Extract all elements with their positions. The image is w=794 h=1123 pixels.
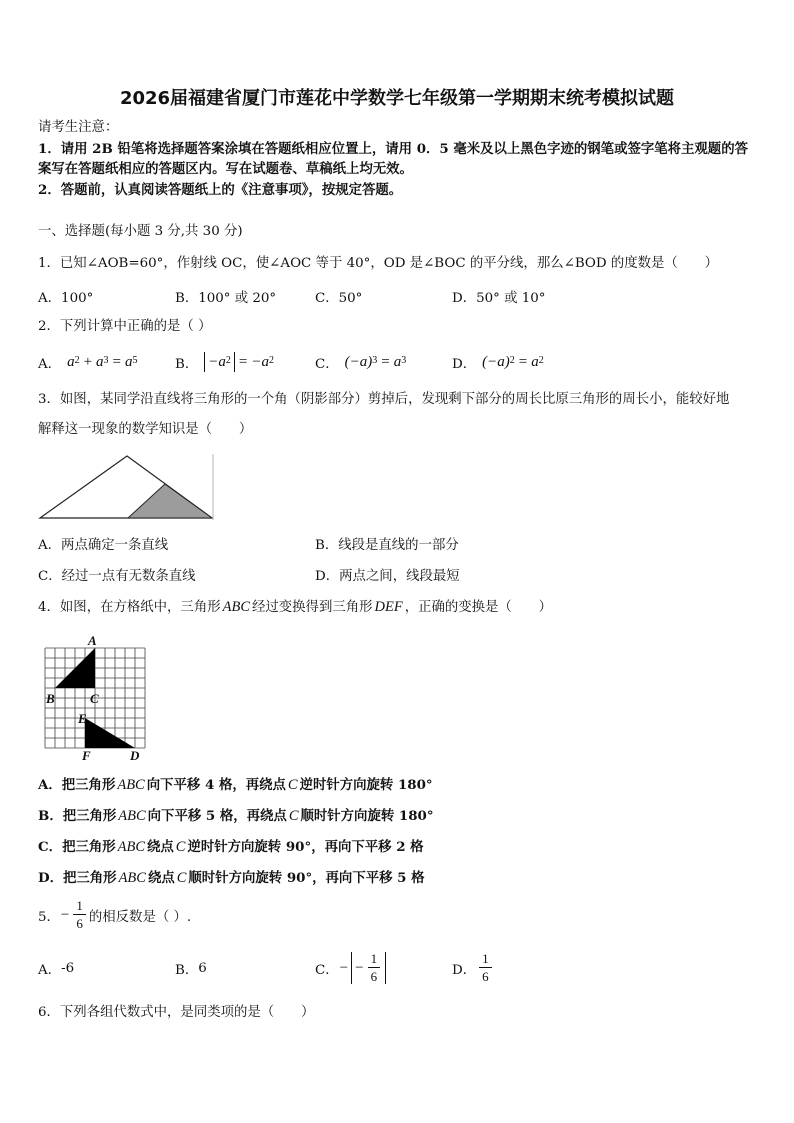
triangle-def [85, 718, 135, 748]
notice-item-2: 2．答题前，认真阅读答题纸上的《注意事项》，按规定答题。 [38, 182, 403, 198]
option-label: D． [452, 962, 477, 978]
math-term: (−a) [344, 354, 373, 370]
q5-option-d [452, 950, 495, 986]
triangle-name: ABC [117, 777, 145, 793]
math-expression: −a $^2$ = −a $^2$ [204, 352, 274, 372]
triangle-name: ABC [118, 808, 146, 824]
math-term: a [393, 354, 402, 370]
fraction-denominator: 6 [370, 969, 378, 984]
vertex-label-c: C [90, 691, 99, 706]
math-term: a [125, 354, 133, 370]
q4-option-c [38, 839, 424, 855]
option-text: 顺时针方向旋转 90°，再向下平移 5 格 [188, 870, 425, 886]
q1-option-c: C．50° [315, 290, 363, 306]
triangle-name: DEF [374, 599, 403, 615]
q2-option-b [175, 351, 274, 373]
option-label: B． [175, 356, 199, 372]
q4-stem [38, 599, 552, 616]
option-text: 把三角形 [63, 870, 117, 886]
q1-options [0, 288, 794, 304]
math-expression: a $^2$ + a $^3$ = a $^5$ [67, 354, 138, 370]
q5-option-b [175, 950, 207, 986]
option-label: C． [315, 962, 339, 978]
option-text: 逆时针方向旋转 90°，再向下平移 2 格 [187, 839, 424, 855]
q5-option-c [315, 950, 386, 986]
option-label: A． [38, 777, 62, 793]
q3-option-b: B．线段是直线的一部分 [315, 538, 459, 553]
q4-grid-figure [38, 634, 150, 764]
notice-item-1: 1．请用 2B 铅笔将选择题答案涂填在答题纸相应位置上，请用 0．5 毫米及以上黑色字迹的钢笔或签字笔将主观题的答 [38, 141, 748, 157]
q3-stem-continued: 解释这一现象的数学知识是（ ） [38, 422, 253, 437]
option-text: 逆时针方向旋转 180° [299, 777, 433, 793]
q3-option-d: D．两点之间，线段最短 [315, 569, 460, 584]
math-term: (−a) [482, 354, 510, 370]
option-text: 把三角形 [62, 808, 117, 824]
math-operator: + [83, 354, 93, 370]
q3-option-a: A．两点确定一条直线 [38, 538, 169, 553]
math-operator: = [381, 354, 390, 370]
math-operator: = [518, 354, 528, 370]
option-text: 顺时针方向旋转 180° [300, 808, 434, 824]
option-label: A． [38, 962, 62, 978]
point-name: C [287, 777, 298, 793]
math-term: −a [208, 354, 226, 370]
fraction-numerator: 1 [73, 899, 86, 915]
fraction-numerator: 1 [368, 952, 381, 968]
section-heading: 一、选择题(每小题 3 分,共 30 分) [38, 224, 243, 239]
option-label: B． [175, 962, 199, 978]
math-expression: (−a) $^3$ = a $^3$ [344, 354, 407, 370]
q4-option-b [38, 808, 434, 824]
vertex-label-f: F [82, 748, 91, 763]
minus-sign: − [339, 959, 349, 976]
notice-heading: 请考生注意： [38, 120, 119, 135]
option-value: 6 [198, 960, 207, 976]
fraction [368, 952, 381, 984]
triangle-name: ABC [117, 839, 146, 855]
absolute-value [351, 952, 386, 984]
option-label: C． [38, 839, 63, 855]
q4-option-d [38, 870, 425, 886]
triangle-name: ABC [118, 870, 146, 886]
stem-text: 的相反数是（ ）. [88, 909, 192, 925]
q5-stem-content [38, 898, 191, 932]
absolute-value: −a $^2$ [204, 352, 235, 372]
q3-stem: 3．如图，某同学沿直线将三角形的一个角（阴影部分）剪掉后，发现剩下部分的周长比原三角形的周长小，能较好地 [38, 392, 730, 407]
option-label: D． [38, 870, 64, 886]
point-name: C [176, 870, 187, 886]
option-text: 向下平移 5 格，再绕点 [147, 808, 287, 824]
option-label: B． [38, 808, 63, 824]
fraction-denominator: 6 [482, 969, 489, 984]
fraction-denominator: 6 [76, 916, 83, 931]
fraction-numerator: 1 [479, 952, 492, 968]
q6-stem: 6．下列各组代数式中，是同类项的是（ ） [38, 1005, 315, 1020]
fraction [73, 899, 86, 931]
option-value: -6 [61, 960, 75, 976]
stem-text: 经过变换得到三角形 [252, 600, 373, 615]
math-operator: = [238, 354, 248, 370]
q2-option-d [452, 351, 544, 373]
math-term: a [96, 354, 104, 370]
point-name: C [288, 808, 299, 824]
q2-options [0, 351, 794, 373]
math-operator: = [112, 354, 121, 370]
option-text: 把三角形 [62, 839, 116, 855]
math-expression: (−a) $^2$ = a $^2$ [482, 354, 544, 370]
q5-option-a [38, 950, 74, 986]
q4-option-a [38, 777, 433, 793]
math-term: a [531, 354, 539, 370]
math-term: −a [251, 354, 269, 370]
q1-option-a: A．100° [38, 290, 94, 306]
triangle-name: ABC [222, 599, 250, 615]
point-name: C [175, 839, 186, 855]
option-text: 把三角形 [61, 777, 116, 793]
option-text: 绕点 [147, 870, 175, 886]
vertex-label-e: E [78, 711, 87, 726]
option-label: C． [315, 356, 339, 372]
vertex-label-b: B [46, 691, 55, 706]
minus-sign: − [355, 959, 364, 976]
q3-option-c: C．经过一点有无数条直线 [38, 569, 196, 584]
vertex-label-d: D [130, 748, 140, 763]
fraction [479, 952, 492, 984]
q2-stem: 2．下列计算中正确的是（ ） [38, 319, 212, 334]
option-text: 绕点 [147, 839, 174, 855]
notice-item-1-continued: 案写在答题纸相应的答题区内。写在试题卷、草稿纸上均无效。 [38, 161, 413, 177]
question-number: 5． [38, 909, 60, 925]
option-label: D． [452, 356, 477, 372]
q5-options [0, 950, 794, 986]
q2-option-c [315, 351, 406, 373]
stem-text: ，正确的变换是（ ） [404, 600, 552, 615]
exam-title: 2026届福建省厦门市莲花中学数学七年级第一学期期末统考模拟试题 [119, 88, 675, 109]
vertex-label-a: A [88, 633, 97, 648]
q1-option-b: B．100° 或 20° [175, 290, 277, 306]
q3-triangle-figure [36, 450, 216, 524]
option-text: 向下平移 4 格，再绕点 [146, 777, 286, 793]
math-term: a [67, 354, 75, 370]
q1-option-d: D．50° 或 10° [452, 290, 546, 306]
minus-sign: − [60, 906, 70, 923]
stem-text: 4．如图，在方格纸中，三角形 [38, 600, 221, 615]
q2-option-a [38, 351, 138, 373]
q1-stem: 1．已知∠AOB=60°，作射线 OC，使∠AOC 等于 40°，OD 是∠BOC 的平分线，那么∠BOD 的度数是（ ） [38, 256, 718, 271]
shaded-cut-corner [128, 484, 212, 518]
option-label: A． [38, 356, 62, 372]
q5-stem [0, 898, 794, 932]
